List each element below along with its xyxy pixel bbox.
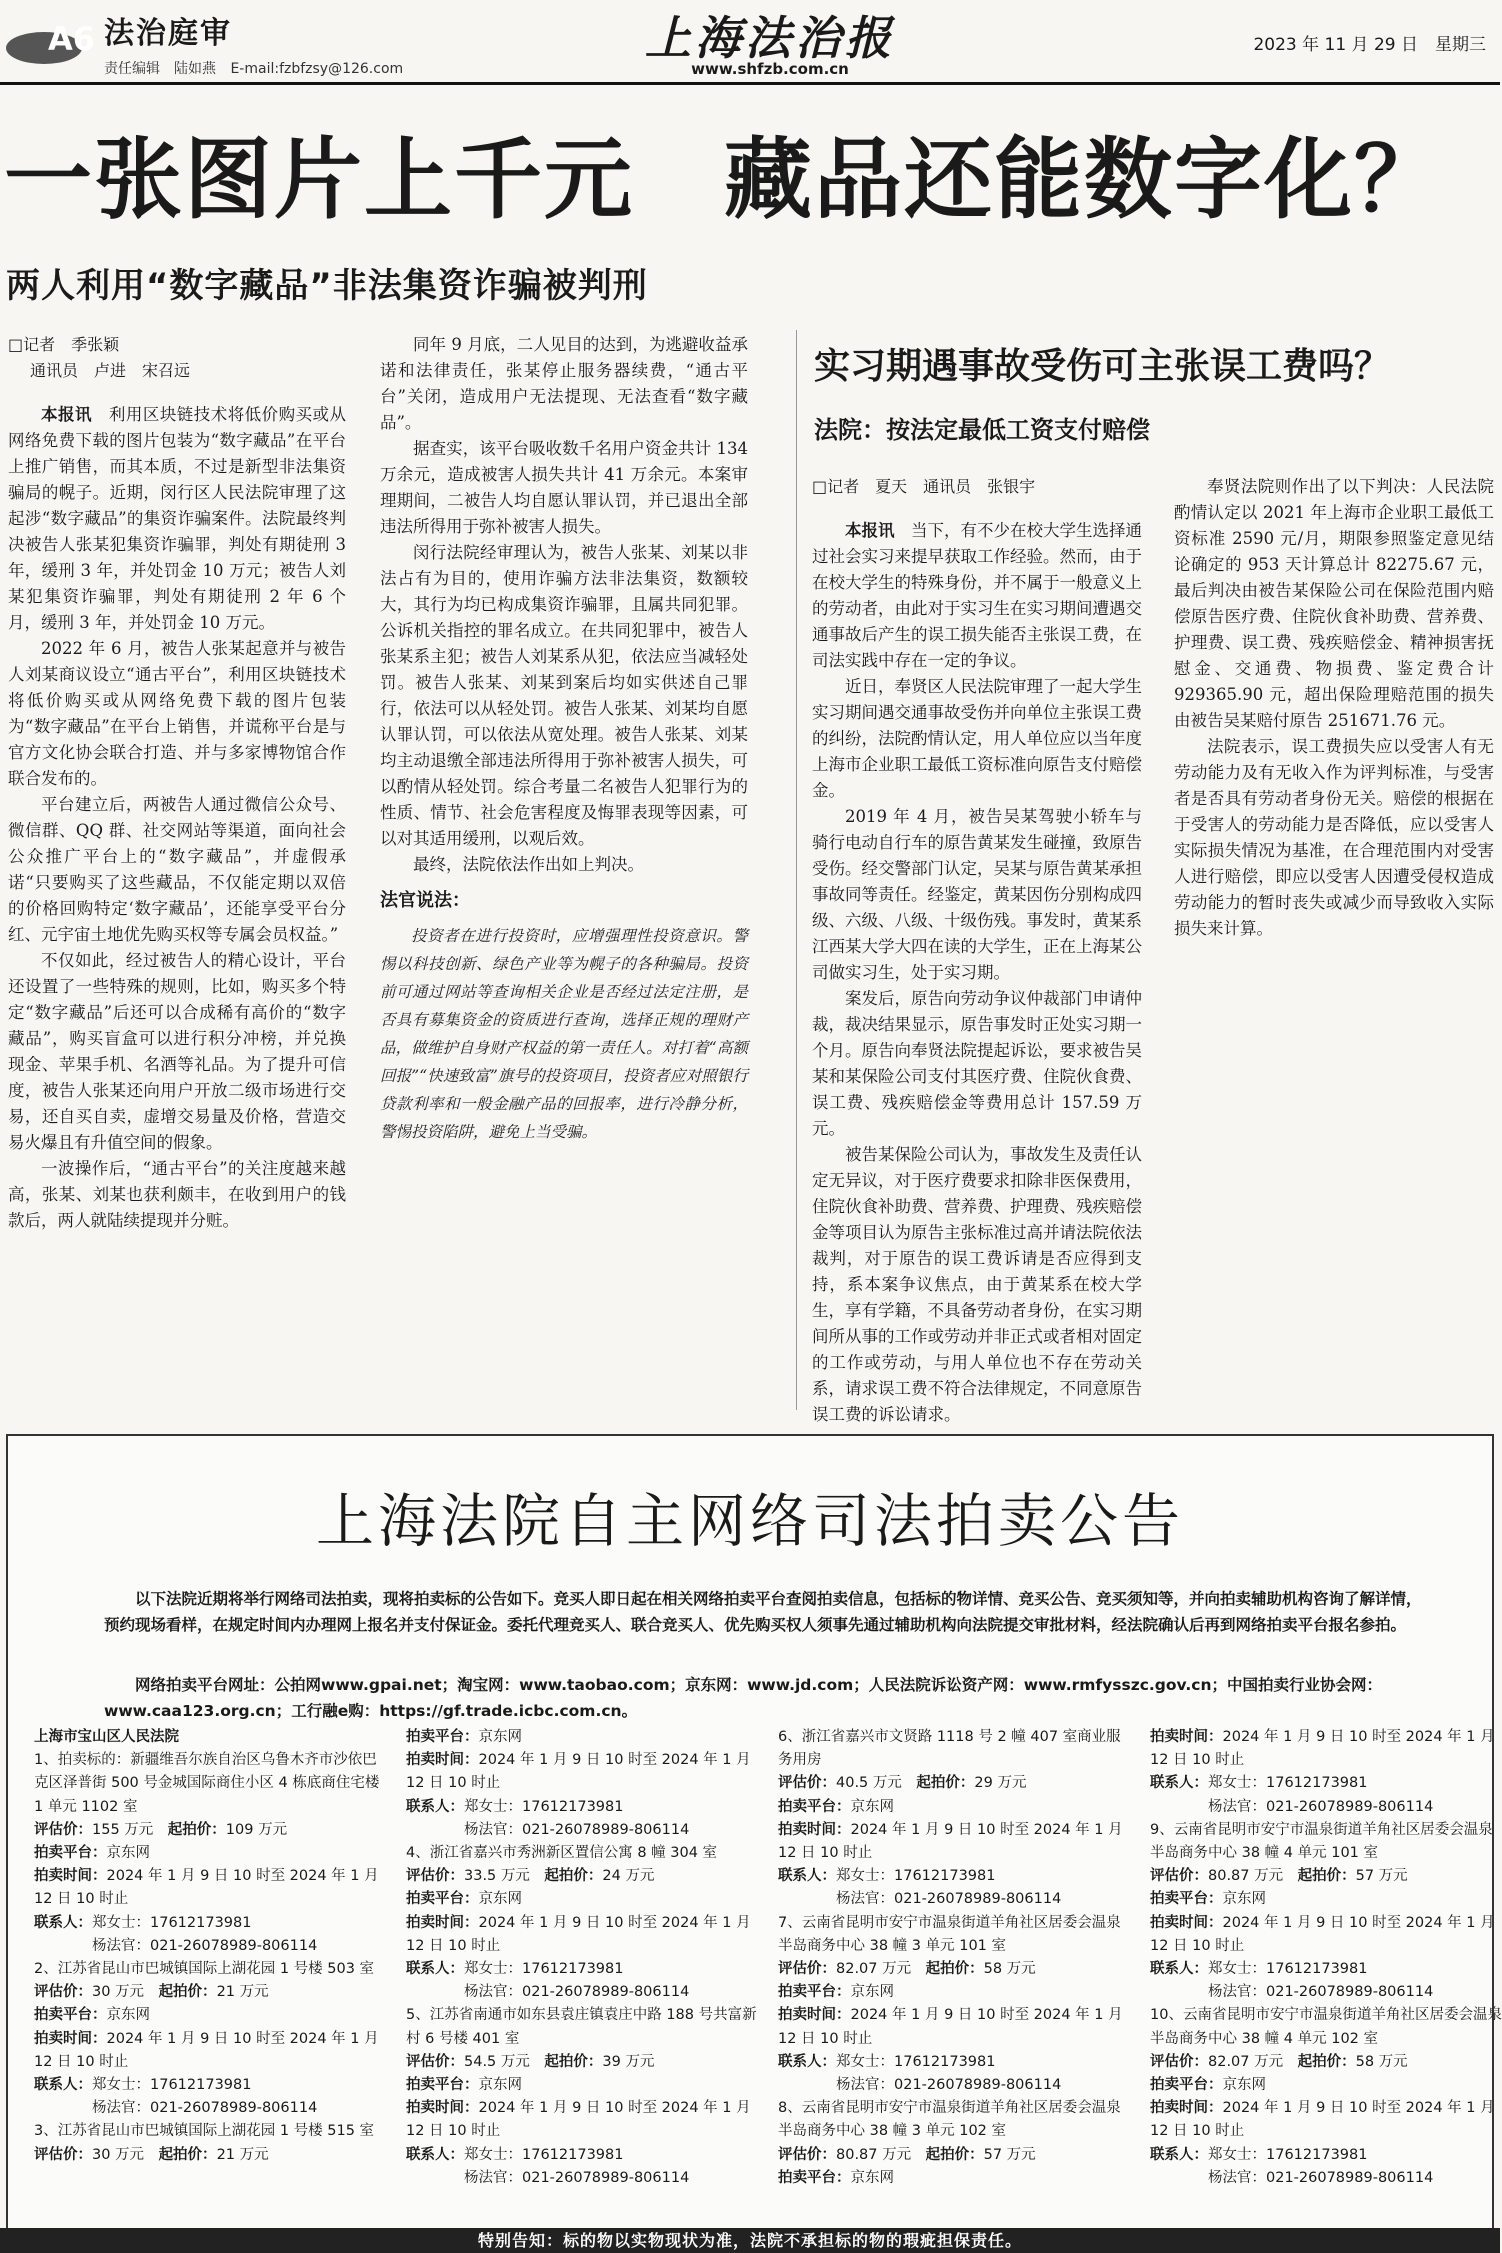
article1-col2 [380, 332, 748, 1146]
auction-listing: 6、浙江省嘉兴市文贤路 1118 号 2 幢 407 室商业服务用房 评估价：40.5 万元 起拍价：29 万元 拍卖平台：京东网 拍卖时间：2024 年 1 月 9 日 10 时至 2024 年 1 月 12 日 10 时止 联系人：郑女士：17612173981 杨法官：021-26078989-806114 [778, 1729, 1123, 1908]
article2-col2 [1174, 474, 1494, 942]
lead-tag: 本报讯 [845, 521, 895, 540]
auction-listing: 2、江苏省昆山市巴城镇国际上湖花园 1 号楼 503 室 评估价：30 万元 起拍价：21 万元 拍卖平台：京东网 拍卖时间：2024 年 1 月 9 日 10 时至 2024 年 1 月 12 日 10 时止 联系人：郑女士：17612173981 杨法官：021-26078989-806114 [34, 1961, 379, 2117]
auction-listing: 5、江苏省南通市如东县袁庄镇袁庄中路 188 号共富新村 6 号楼 401 室 评估价：54.5 万元 起拍价：39 万元 拍卖平台：京东网 拍卖时间：2024 年 1 月 9 日 10 时至 2024 年 1 月 12 日 10 时止 联系人：郑女士：17612173981 杨法官：021-26078989-806114 [406, 2007, 757, 2186]
masthead-url: www.shfzb.com.cn [691, 60, 849, 78]
article2-subheadline: 法院：按法定最低工资支付赔偿 [814, 416, 1150, 444]
lead-tag: 本报讯 [41, 405, 92, 424]
article2-byline: □记者 夏天 通讯员 张银宇 [812, 477, 1036, 496]
article2-paragraph: 法院表示，误工费损失应以受害人有无劳动能力及有无收入作为评判标准，与受害者是否具有劳动者身份无关。赔偿的根据在于受害人的劳动能力是否降低，应以受害人实际损失情况为基准，在合理范围内对受害人进行赔偿，即应以受害人因遭受侵权造成劳动能力的暂时丧失或减少而导致收入实际损失来计算。 [1174, 737, 1494, 938]
editor-email: E-mail:fzbfzsy@126.com [230, 61, 404, 77]
issue-date: 2023 年 11 月 29 日 星期三 [1253, 35, 1486, 55]
article2-paragraph: 近日，奉贤区人民法院审理了一起大学生实习期间遇交通事故受伤并向单位主张误工费的纠纷，法院酌情认定，用人单位应以当年度上海市企业职工最低工资标准向原告支付赔偿金。 [812, 677, 1142, 800]
paragraph-text: 利用区块链技术将低价购买或从网络免费下载的图片包装为“数字藏品”在平台上推广销售，而其本质，不过是新型非法集资骗局的幌子。近期，闵行区人民法院审理了这起涉“数字藏品”的集资诈骗案件。法院最终判决被告人张某犯集资诈骗罪，判处有期徒刑 3 年，缓刑 3 年，并处罚金 10 万元；被告人刘某犯集资诈骗罪，判处有期徒刑 2 年 6 个月，缓刑 3 年，并处罚金 10 万元。 [8, 405, 347, 632]
article1-paragraph: 据查实，该平台吸收数千名用户资金共计 134 万余元，造成被害人损失共计 41 万余元。本案审理期间，二被告人均自愿认罪认罚，并已退出全部违法所得用于弥补被害人损失。 [380, 439, 748, 536]
article1-paragraph: 同年 9 月底，二人见目的达到，为逃避收益承诺和法律责任，张某停止服务器续费，“通古平台”关闭，造成用户无法提现、无法查看“数字藏品”。 [380, 335, 748, 432]
article1-col1 [8, 332, 347, 1230]
auction-column-4 [1150, 1726, 1502, 2190]
article1-paragraph: 2022 年 6 月，被告人张某起意并与被告人刘某商议设立“通古平台”，利用区块链技术将低价购买或从网络免费下载的图片包装为“数字藏品”在平台上销售，并谎称平台是与官方文化协会联合打造、并与多家博物馆合作联合发布的。 [8, 639, 346, 788]
auction-listing: 1、拍卖标的：新疆维吾尔族自治区乌鲁木齐市沙依巴克区泽普街 500 号金城国际商住小区 4 栋底商住宅楼 1 单元 1102 室 评估价：155 万元 起拍价：109 万元 拍卖平台：京东网 拍卖时间：2024 年 1 月 9 日 10 时至 2024 年 1 月 12 日 10 时止 联系人：郑女士：17612173981 杨法官：021-26078989-806114 [34, 1752, 380, 1954]
auction-column-1 [34, 1726, 386, 2167]
article1-lead [8, 402, 346, 636]
auction-notice [6, 1434, 1502, 2230]
article2-paragraph: 被告某保险公司认为，事故发生及责任认定无异议，对于医疗费要求扣除非医保费用，住院伙食补助费、营养费、护理费、残疾赔偿金等项目认为原告主张标准过高并请法院依法裁判，对于原告的误工费诉请是否应得到支持，系本案争议焦点，由于黄某系在校大学生，享有学籍，不具备劳动者身份，在实习期间所从事的工作或劳动并非正式或者相对固定的工作或劳动，与用人单位也不存在劳动关系，请求误工费不符合法律规定，不同意原告误工费的诉讼请求。 [812, 1145, 1142, 1424]
article2-paragraph: 奉贤法院则作出了以下判决：人民法院酌情认定以 2021 年上海市企业职工最低工资标准 2590 元/月，期限参照鉴定意见结论确定的 953 天计算总计 82275.67 元，最后判决由被告某保险公司在保险范围内赔偿原告医疗费、住院伙食补助费、营养费、护理费、误工费、残疾赔偿金、精神损害抚慰金、交通费、物损费、鉴定费合计 929365.90 元，超出保险理赔范围的损失由被告吴某赔付原告 251671.76 元。 [1174, 477, 1494, 730]
section-name: 法治庭审 [104, 16, 232, 51]
editor-line [104, 58, 413, 78]
judge-comment-text: 投资者在进行投资时，应增强理性投资意识。警惕以科技创新、绿色产业等为幌子的各种骗局。投资前可通过网站等查询相关企业是否经过法定注册，是否具有募集资金的资质进行查询，选择正规的理财产品，做维护自身财产权益的第一责任人。对打着“高额回报”“快速致富”旗号的投资项目，投资者应对照银行贷款利率和一般金融产品的回报率，进行冷静分析，警惕投资陷阱，避免上当受骗。 [380, 927, 748, 1141]
column-divider [796, 330, 797, 1410]
article1-paragraph: 平台建立后，两被告人通过微信公众号、微信群、QQ 群、社交网站等渠道，面向社会公众推广平台上的“数字藏品”，并虚假承诺“只要购买了这些藏品，不仅能定期以双倍的价格回购特定‘数字藏品’，还能享受平台分红、元宇宙土地优先购买权等专属会员权益。” [8, 795, 346, 944]
auction-listing: 拍卖平台：京东网 拍卖时间：2024 年 1 月 9 日 10 时至 2024 年 1 月 12 日 10 时止 联系人：郑女士：17612173981 杨法官：021-26078989-806114 [406, 1729, 751, 1838]
auction-listing: 8、云南省昆明市安宁市温泉街道羊角社区居委会温泉半岛商务中心 38 幢 3 单元 102 室 评估价：80.87 万元 起拍价：57 万元 拍卖平台：京东网 [778, 2100, 1121, 2186]
article1-byline [8, 332, 346, 384]
judge-comment-title: 法官说法： [380, 890, 470, 911]
auction-court: 上海市宝山区人民法院 [34, 1729, 179, 1745]
byline-correspondents: 通讯员 卢进 宋召远 [30, 361, 191, 380]
auction-intro [104, 1586, 1434, 1638]
header-rule [0, 82, 1500, 85]
auction-listing: 7、云南省昆明市安宁市温泉街道羊角社区居委会温泉半岛商务中心 38 幢 3 单元 101 室 评估价：82.07 万元 起拍价：58 万元 拍卖平台：京东网 拍卖时间：2024 年 1 月 9 日 10 时至 2024 年 1 月 12 日 10 时止 联系人：郑女士：17612173981 杨法官：021-26078989-806114 [778, 1914, 1123, 2094]
auction-title: 上海法院自主网络司法拍卖公告 [315, 1487, 1184, 1555]
page-header [0, 0, 1500, 92]
editor: 责任编辑 陆如燕 [104, 61, 216, 77]
masthead-logo: 上海法治报 [645, 11, 895, 65]
auction-footer-notice: 特别告知：标的物以实物现状为准，法院不承担标的物的瑕疵担保责任。 [0, 2228, 1500, 2253]
main-headline: 一张图片上千元 藏品还能数字化？ [4, 128, 1445, 231]
article1-paragraph: 一波操作后，“通古平台”的关注度越来越高，张某、刘某也获利颇丰，在收到用户的钱款后，两人就陆续提现并分赃。 [8, 1159, 346, 1230]
auction-listing: 10、云南省昆明市安宁市温泉街道羊角社区居委会温泉半岛商务中心 38 幢 4 单元 102 室 评估价：82.07 万元 起拍价：58 万元 拍卖平台：京东网 拍卖时间：2024 年 1 月 9 日 10 时至 2024 年 1 月 12 日 10 时止 联系人：郑女士：17612173981 杨法官：021-26078989-806114 [1150, 2007, 1502, 2186]
auction-listing: 4、浙江省嘉兴市秀洲新区置信公寓 8 幢 304 室 评估价：33.5 万元 起拍价：24 万元 拍卖平台：京东网 拍卖时间：2024 年 1 月 9 日 10 时至 2024 年 1 月 12 日 10 时止 联系人：郑女士：17612173981 杨法官：021-26078989-806114 [406, 1845, 751, 2001]
auction-listing: 3、江苏省昆山市巴城镇国际上湖花园 1 号楼 515 室 评估价：30 万元 起拍价：21 万元 [34, 2123, 375, 2163]
auction-column-2 [406, 1726, 758, 2190]
article1-paragraph: 闵行法院经审理认为，被告人张某、刘某以非法占有为目的，使用诈骗方法非法集资，数额较大，其行为均已构成集资诈骗罪，且属共同犯罪。公诉机关指控的罪名成立。在共同犯罪中，被告人张某系主犯；被告人刘某系从犯，依法应当减轻处罚。被告人张某、刘某到案后均如实供述自己罪行，依法可以从轻处罚。被告人张某、刘某均自愿认罪认罚，可以依法从宽处理。被告人张某、刘某均主动退缴全部违法所得用于弥补被害人损失，可以酌情从轻处罚。综合考量二名被告人犯罪行为的性质、情节、社会危害程度及悔罪表现等因素，可以对其适用缓刑，以观后效。 [380, 543, 748, 848]
article2-paragraph: 2019 年 4 月，被告吴某驾驶小轿车与骑行电动自行车的原告黄某发生碰撞，致原告受伤。经交警部门认定，吴某与原告黄某承担事故同等责任。经鉴定，黄某因伤分别构成四级、六级、八级、十级伤残。事发时，黄某系江西某大学大四在读的大学生，正在上海某公司做实习生，处于实习期。 [812, 807, 1142, 982]
article1-paragraph: 最终，法院依法作出如上判决。 [413, 855, 644, 874]
article2-paragraph: 案发后，原告向劳动争议仲裁部门申请仲裁，裁决结果显示，原告事发时正处实习期一个月。原告向奉贤法院提起诉讼，要求被告吴某和某保险公司支付其医疗费、住院伙食费、误工费、残疾赔偿金等费用总计 157.59 万元。 [812, 989, 1142, 1138]
auction-intro-text: 以下法院近期将举行网络司法拍卖，现将拍卖标的公告如下。竞买人即日起在相关网络拍卖平台查阅拍卖信息，包括标的物详情、竞买公告、竞买须知等，并向拍卖辅助机构咨询了解详情，预约现场看样，在规定时间内办理网上报名并支付保证金。委托代理竞买人、联合竞买人、优先购买权人须事先通过辅助机构向法院提交审批材料，经法院确认后再到网络拍卖平台报名参拍。 [104, 1590, 1422, 1634]
page-number: A6 [48, 20, 96, 58]
auction-platforms: 网络拍卖平台网址：公拍网www.gpai.net；淘宝网：www.taobao.com；京东网：www.jd.com；人民法院诉讼资产网：www.rmfysszc.gov.cn；中国拍卖行业协会网：www.caa123.org.cn；工行融e购：https://gf.trade.icbc.com.cn。 [104, 1676, 1382, 1720]
auction-listing: 拍卖时间：2024 年 1 月 9 日 10 时至 2024 年 1 月 12 日 10 时止 联系人：郑女士：17612173981 杨法官：021-26078989-806114 [1150, 1729, 1495, 1815]
byline-reporter: □记者 季张颖 [8, 335, 120, 354]
paragraph-text: 当下，有不少在校大学生选择通过社会实习来提早获取工作经验。然而，由于在校大学生的特殊身份，并不属于一般意义上的劳动者，由此对于实习生在实习期间遭遇交通事故后产生的误工损失能否主张误工费，在司法实践中存在一定的争议。 [812, 521, 1142, 670]
auction-column-3 [778, 1726, 1130, 2190]
article2-lead [812, 518, 1142, 674]
page-number-badge [4, 10, 100, 70]
article1-paragraph: 不仅如此，经过被告人的精心设计，平台还设置了一些特殊的规则，比如，购买多个特定“数字藏品”后还可以合成稀有高价的“数字藏品”，购买盲盒可以进行积分冲榜，并兑换现金、苹果手机、名酒等礼品。为了提升可信度，被告人张某还向用户开放二级市场进行交易，还自买自卖，虚增交易量及价格，营造交易火爆且有升值空间的假象。 [8, 951, 346, 1152]
article2-headline: 实习期遇事故受伤可主张误工费吗？ [814, 346, 1391, 387]
auction-listing: 9、云南省昆明市安宁市温泉街道羊角社区居委会温泉半岛商务中心 38 幢 4 单元 101 室 评估价：80.87 万元 起拍价：57 万元 拍卖平台：京东网 拍卖时间：2024 年 1 月 9 日 10 时至 2024 年 1 月 12 日 10 时止 联系人：郑女士：17612173981 杨法官：021-26078989-806114 [1150, 1821, 1495, 2001]
article2-col1 [812, 474, 1142, 1424]
main-subheadline: 两人利用“数字藏品”非法集资诈骗被判刑 [6, 266, 648, 306]
